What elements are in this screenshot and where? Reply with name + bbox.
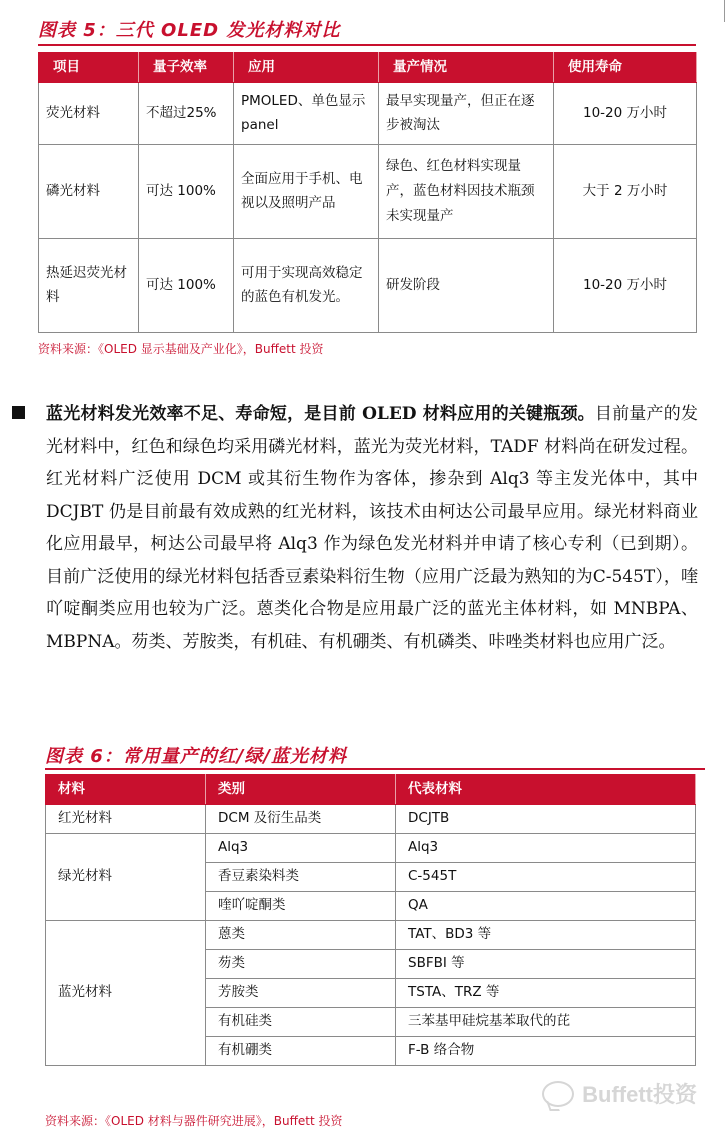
cell-category: 喹吖啶酮类 [206,891,396,920]
cell-representative: 三苯基甲硅烷基苯取代的芘 [396,1007,696,1036]
light-materials-table [45,774,696,1066]
figure6-title: 图表 6：常用量产的红/绿/蓝光材料 [45,746,347,767]
oled-materials-comparison-table [38,52,697,333]
cell-representative: QA [396,891,696,920]
cell-material: 热延迟荧光材料 [39,238,139,332]
cell-representative: DCJTB [396,804,696,833]
cell-production: 绿色、红色材料实现量产，蓝色材料因技术瓶颈未实现量产 [379,144,554,238]
header-quantum-efficiency: 量子效率 [139,53,234,83]
cell-representative: TAT、BD3 等 [396,920,696,949]
cell-category: 有机硅类 [206,1007,396,1036]
paragraph-body: 目前量产的发光材料中，红色和绿色均采用磷光材料，蓝光为荧光材料，TADF 材料尚在研发过程。红光材料广泛使用 DCM 或其衍生物作为客体，掺杂到 Alq3 等主发光体中，其中 DCJBT 仍是目前最有效成熟的红光材料，该技术由柯达公司最早应用。绿光材料商业化应用最早，柯达公司最早将 Alq3 作为绿色发光材料并申请了核心专利（已到期）。目前广泛使用的绿光材料包括香豆素染料衍生物（应用广泛最为熟知的为C-545T），喹吖啶酮类应用也较为广泛。蒽类化合物是应用最广泛的蓝光主体材料，如 MNBPA、MBPNA。芴类、芳胺类，有机硅、有机硼类、有机磷类、咔唑类材料也应用广泛。 [46,404,698,652]
wechat-icon [542,1081,574,1107]
cell-category: 香豆素染料类 [206,862,396,891]
header-item: 项目 [39,53,139,83]
body-paragraph [46,398,698,658]
cell-material: 荧光材料 [39,82,139,144]
paragraph-lead: 蓝光材料发光效率不足、寿命短，是目前 OLED 材料应用的关键瓶颈。 [46,404,595,424]
cell-efficiency: 不超过25% [139,82,234,144]
header-application: 应用 [234,53,379,83]
header-representative: 代表材料 [396,775,696,805]
cell-production: 研发阶段 [379,238,554,332]
table-row [39,238,697,332]
cell-representative: SBFBI 等 [396,949,696,978]
figure5-title-rule [38,44,696,46]
cell-efficiency: 可达 100% [139,144,234,238]
table-row [39,144,697,238]
cell-representative: C-545T [396,862,696,891]
cell-application: 全面应用于手机、电视以及照明产品 [234,144,379,238]
figure6-source: 资料来源：《OLED 材料与器件研究进展》，Buffett 投资 [45,1114,343,1128]
bullet-square-icon [12,406,25,419]
cell-lifetime: 10-20 万小时 [554,238,697,332]
watermark-text: Buffett投资 [582,1082,697,1107]
watermark [542,1078,697,1109]
cell-efficiency: 可达 100% [139,238,234,332]
header-lifetime: 使用寿命 [554,53,697,83]
figure5-source: 资料来源：《OLED 显示基础及产业化》，Buffett 投资 [38,342,324,356]
table-row [46,804,696,833]
cell-category: DCM 及衍生品类 [206,804,396,833]
cell-material-blue: 蓝光材料 [46,920,206,1065]
cell-material: 磷光材料 [39,144,139,238]
cell-lifetime: 大于 2 万小时 [554,144,697,238]
cell-production: 最早实现量产，但正在逐步被淘汰 [379,82,554,144]
cell-category: Alq3 [206,833,396,862]
figure5-title: 图表 5：三代 OLED 发光材料对比 [38,20,341,41]
table-row [46,833,696,862]
cell-representative: Alq3 [396,833,696,862]
cell-lifetime: 10-20 万小时 [554,82,697,144]
cell-representative: TSTA、TRZ 等 [396,978,696,1007]
header-mass-production: 量产情况 [379,53,554,83]
cell-material-green: 绿光材料 [46,833,206,920]
table-header-row [39,53,697,83]
cell-application: 可用于实现高效稳定的蓝色有机发光。 [234,238,379,332]
cell-category: 蒽类 [206,920,396,949]
table-row [46,920,696,949]
cell-representative: F-B 络合物 [396,1036,696,1065]
header-category: 类别 [206,775,396,805]
cell-application: PMOLED、单色显示 panel [234,82,379,144]
table-header-row [46,775,696,805]
table-row [39,82,697,144]
cell-material-red: 红光材料 [46,804,206,833]
cell-category: 芴类 [206,949,396,978]
header-material: 材料 [46,775,206,805]
cell-category: 芳胺类 [206,978,396,1007]
figure6-title-rule [45,768,705,770]
cell-category: 有机硼类 [206,1036,396,1065]
